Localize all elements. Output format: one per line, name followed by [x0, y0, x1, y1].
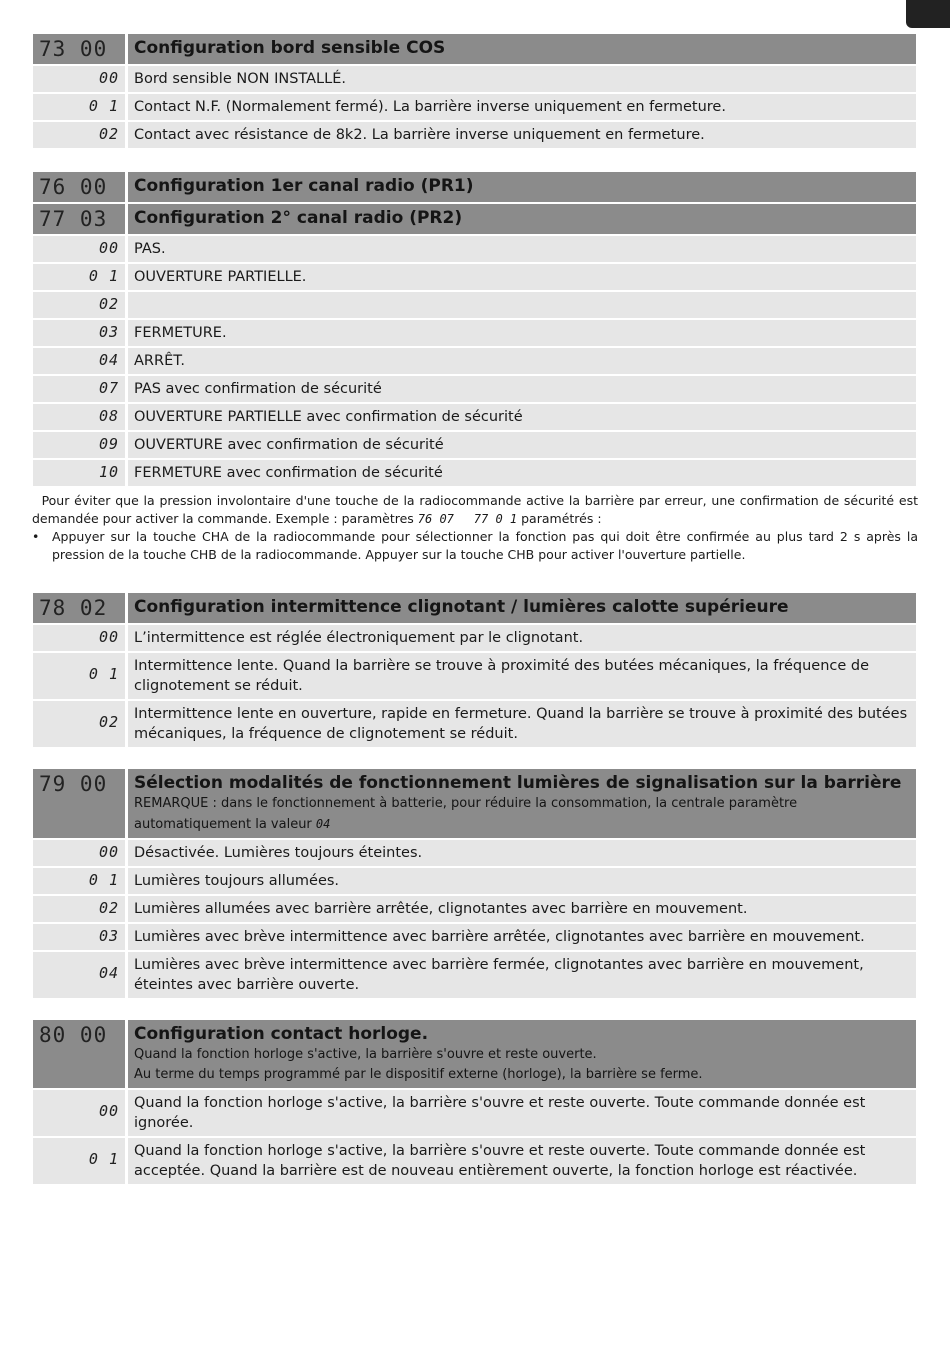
option-text: Contact avec résistance de 8k2. La barrière inverse uniquement en fermeture. [128, 122, 916, 148]
option-text: Intermittence lente en ouverture, rapide en fermeture. Quand la barrière se trouve à proximité des butées mécaniques, la fréquence de clignotement se réduit. [128, 701, 916, 747]
parameter-code: 79 00 [33, 769, 125, 838]
section-header [33, 34, 916, 64]
option-code: 04 [33, 348, 125, 374]
option-text: FERMETURE. [128, 320, 916, 346]
option-row [33, 840, 916, 866]
option-row [33, 625, 916, 651]
option-text: Intermittence lente. Quand la barrière se trouve à proximité des butées mécaniques, la fréquence de clignotement se réduit. [128, 653, 916, 699]
option-code: 10 [33, 460, 125, 486]
option-row [33, 66, 916, 92]
option-row [33, 404, 916, 430]
option-text: FERMETURE avec confirmation de sécurité [128, 460, 916, 486]
option-code: 08 [33, 404, 125, 430]
section-title: Configuration intermittence clignotant / lumières calotte supérieure [128, 593, 916, 623]
section-76-77 [33, 172, 916, 488]
option-code: 04 [33, 952, 125, 998]
option-row [33, 292, 916, 318]
option-row [33, 924, 916, 950]
option-text [128, 292, 916, 318]
option-text: Bord sensible NON INSTALLÉ. [128, 66, 916, 92]
option-row [33, 1138, 916, 1184]
parameter-code: 80 00 [33, 1020, 125, 1088]
bullet-text: Appuyer sur la touche CHA de la radiocommande pour sélectionner la fonction pas qui doit être confirmée au plus tard 2 s après la pression de la touche CHB de la radiocommande. Appuyer sur la touche CHB pour activer l'ouverture partielle. [52, 529, 918, 562]
bullet-dot-icon: • [32, 529, 40, 544]
option-row [33, 460, 916, 486]
option-code: 0 1 [33, 1138, 125, 1184]
option-text: OUVERTURE avec confirmation de sécurité [128, 432, 916, 458]
param-code-77: 77 0 1 [473, 512, 518, 526]
option-code: 00 [33, 66, 125, 92]
option-code: 03 [33, 320, 125, 346]
option-code: 0 1 [33, 653, 125, 699]
option-row [33, 1090, 916, 1136]
option-row [33, 376, 916, 402]
option-row [33, 320, 916, 346]
option-code: 09 [33, 432, 125, 458]
section-title-block [128, 1020, 916, 1088]
option-code: 02 [33, 896, 125, 922]
option-text: Désactivée. Lumières toujours éteintes. [128, 840, 916, 866]
option-text: Quand la fonction horloge s'active, la barrière s'ouvre et reste ouverte. Toute commande donnée est ignorée. [128, 1090, 916, 1136]
parameter-code: 73 00 [33, 34, 125, 64]
option-text: Lumières allumées avec barrière arrêtée, clignotantes avec barrière en mouvement. [128, 896, 916, 922]
note-text-end: paramétrés : [521, 511, 602, 526]
parameter-code: 78 02 [33, 593, 125, 623]
section-remark [134, 794, 910, 835]
option-code: 0 1 [33, 264, 125, 290]
option-row [33, 701, 916, 747]
option-text: PAS avec confirmation de sécurité [128, 376, 916, 402]
option-code: 03 [33, 924, 125, 950]
option-code: 0 1 [33, 868, 125, 894]
section-header [33, 204, 916, 234]
page-tab-marker [906, 0, 950, 28]
section-78 [33, 593, 916, 749]
option-row [33, 653, 916, 699]
option-code: 02 [33, 122, 125, 148]
option-code: 07 [33, 376, 125, 402]
section-title-block [128, 769, 916, 838]
bullet-item [32, 528, 918, 564]
confirmation-note [32, 492, 918, 564]
option-code: 00 [33, 625, 125, 651]
option-code: 00 [33, 840, 125, 866]
option-code: 00 [33, 236, 125, 262]
option-text: PAS. [128, 236, 916, 262]
option-text: OUVERTURE PARTIELLE avec confirmation de sécurité [128, 404, 916, 430]
option-text: Quand la fonction horloge s'active, la barrière s'ouvre et reste ouverte. Toute commande donnée est acceptée. Quand la barrière est de nouveau entièrement ouverte, la fonction horloge est réactivée. [128, 1138, 916, 1184]
option-row [33, 348, 916, 374]
section-remark-2: Au terme du temps programmé par le dispositif externe (horloge), la barrière se ferme. [134, 1067, 703, 1082]
parameter-code: 77 03 [33, 204, 125, 234]
option-row [33, 952, 916, 998]
option-text: L’intermittence est réglée électroniquement par le clignotant. [128, 625, 916, 651]
section-79 [33, 769, 916, 1000]
option-code: 02 [33, 701, 125, 747]
remark-text: REMARQUE : dans le fonctionnement à batterie, pour réduire la consommation, la centrale paramètre automatiquement la valeur [134, 796, 798, 832]
option-row [33, 122, 916, 148]
option-text: OUVERTURE PARTIELLE. [128, 264, 916, 290]
section-title: Configuration contact horloge. [134, 1024, 429, 1044]
parameter-code: 76 00 [33, 172, 125, 202]
section-title: Sélection modalités de fonctionnement lumières de signalisation sur la barrière [134, 773, 902, 793]
remark-code: 04 [315, 817, 331, 831]
note-paragraph [32, 492, 918, 528]
option-text: Lumières avec brève intermittence avec barrière arrêtée, clignotantes avec barrière en mouvement. [128, 924, 916, 950]
section-80 [33, 1020, 916, 1186]
section-title: Configuration bord sensible COS [128, 34, 916, 64]
section-remark: Quand la fonction horloge s'active, la barrière s'ouvre et reste ouverte. [134, 1047, 597, 1062]
section-title: Configuration 2° canal radio (PR2) [128, 204, 916, 234]
section-header [33, 593, 916, 623]
section-header [33, 172, 916, 202]
option-text: Lumières toujours allumées. [128, 868, 916, 894]
option-row [33, 94, 916, 120]
option-code: 00 [33, 1090, 125, 1136]
param-code-76: 76 07 [417, 512, 454, 526]
option-code: 0 1 [33, 94, 125, 120]
option-row [33, 896, 916, 922]
option-text: ARRÊT. [128, 348, 916, 374]
section-title: Configuration 1er canal radio (PR1) [128, 172, 916, 202]
option-row [33, 868, 916, 894]
option-text: Lumières avec brève intermittence avec barrière fermée, clignotantes avec barrière en mouvement, éteintes avec barrière ouverte. [128, 952, 916, 998]
option-row [33, 236, 916, 262]
section-header [33, 1020, 916, 1088]
option-text: Contact N.F. (Normalement fermé). La barrière inverse uniquement en fermeture. [128, 94, 916, 120]
section-header [33, 769, 916, 838]
section-73 [33, 34, 916, 150]
option-row [33, 432, 916, 458]
option-code: 02 [33, 292, 125, 318]
option-row [33, 264, 916, 290]
note-text: Pour éviter que la pression involontaire d'une touche de la radiocommande active la barrière par erreur, une confirmation de sécurité est demandée pour activer la commande. Exemple : paramètres [32, 493, 918, 526]
